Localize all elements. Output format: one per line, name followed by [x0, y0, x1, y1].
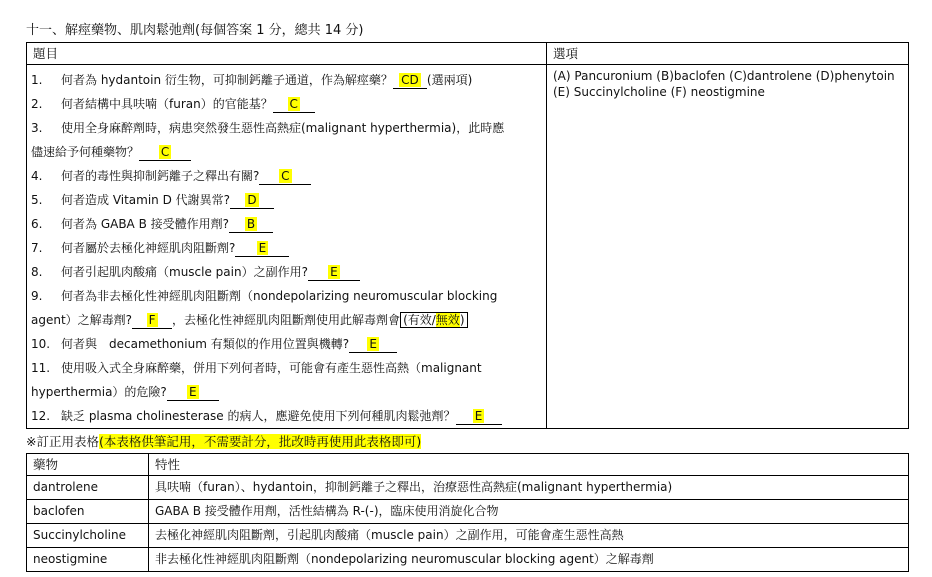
answer-blank-3: C — [139, 144, 191, 161]
answer-blank-6: B — [229, 216, 273, 233]
answer-blank-11: E — [167, 384, 219, 401]
question-6: 6. 何者為 GABA B 接受體作用劑? B — [31, 212, 542, 236]
question-11-cont: hyperthermia）的危險? E — [31, 380, 542, 404]
options-line-1: (A) Pancuronium (B)baclofen (C)dantrolene (D)phenytoin — [553, 69, 895, 83]
answer-blank-4: C — [259, 168, 311, 185]
answer-blank-8: E — [308, 264, 360, 281]
question-1: 1. 何者為 hydantoin 衍生物，可抑制鈣離子通道，作為解痙藥？ CD (選兩項) — [31, 73, 473, 87]
correction-table-header — [27, 454, 909, 476]
answer-blank-9: F — [132, 312, 172, 329]
question-8: 8. 何者引起肌肉酸痛（muscle pain）之副作用? E — [31, 260, 542, 284]
question-3-cont: 儘速給予何種藥物？ C — [31, 140, 542, 164]
drug-name: baclofen — [27, 500, 149, 524]
question-10: 10. 何者與 decamethonium 有類似的作用位置與機轉? E — [31, 332, 542, 356]
question-9-cont: agent）之解毒劑? F ，去極化性神經肌肉阻斷劑使用此解毒劑會 (有效/無效) — [31, 308, 542, 332]
header-drug: 藥物 — [27, 454, 149, 476]
question-table-header — [27, 43, 909, 65]
drug-name: neostigmine — [27, 548, 149, 572]
options-line-2: (E) Succinylcholine (F) neostigmine — [553, 85, 765, 99]
answer-blank-10: E — [349, 336, 397, 353]
drug-name: dantrolene — [27, 476, 149, 500]
answer-blank-1: CD — [393, 72, 427, 89]
correction-note: ※訂正用表格(本表格供筆記用，不需要計分，批改時再使用此表格即可) — [26, 434, 422, 449]
table-row — [27, 500, 909, 524]
table-row — [27, 524, 909, 548]
section-title: 十一、解痙藥物、肌肉鬆弛劑(每個答案 1 分，總共 14 分) — [26, 23, 364, 38]
answer-blank-2: C — [273, 96, 315, 113]
correction-table — [26, 453, 909, 572]
answer-blank-7: E — [235, 240, 289, 257]
question-7: 7. 何者屬於去極化神經肌肉阻斷劑? E — [31, 236, 542, 260]
drug-name: Succinylcholine — [27, 524, 149, 548]
drug-property: GABA B 接受體作用劑，活性結構為 R-(-)，臨床使用消旋化合物 — [149, 500, 909, 524]
question-3: 3. 使用全身麻醉劑時，病患突然發生惡性高熱症(malignant hyperthermia)，此時應 — [31, 121, 505, 135]
header-question: 題目 — [27, 43, 547, 65]
table-row — [27, 548, 909, 572]
answer-blank-12: E — [456, 408, 502, 425]
question-2: 2. 何者結構中具呋喃（furan）的官能基？ C — [31, 92, 542, 116]
question-11: 11. 使用吸入式全身麻醉藥，併用下列何者時，可能會有產生惡性高熱（malignant — [31, 361, 482, 375]
effect-choice-box: (有效/無效) — [400, 312, 467, 328]
question-4: 4. 何者的毒性與抑制鈣離子之釋出有關? C — [31, 164, 542, 188]
table-row — [27, 476, 909, 500]
header-property: 特性 — [149, 454, 909, 476]
drug-property: 非去極化性神經肌肉阻斷劑（nondepolarizing neuromuscular blocking agent）之解毒劑 — [149, 548, 909, 572]
question-12: 12. 缺乏 plasma cholinesterase 的病人，應避免使用下列何種肌肉鬆弛劑？ E — [31, 404, 542, 428]
question-table — [26, 42, 909, 429]
question-9: 9. 何者為非去極化性神經肌肉阻斷劑（nondepolarizing neuromuscular blocking — [31, 289, 498, 303]
drug-property: 去極化神經肌肉阻斷劑，引起肌肉酸痛（muscle pain）之副作用，可能會產生惡性高熱 — [149, 524, 909, 548]
worksheet-page — [26, 20, 910, 572]
header-options: 選項 — [547, 43, 909, 65]
options-cell — [547, 65, 909, 429]
answer-blank-5: D — [230, 192, 274, 209]
question-5: 5. 何者造成 Vitamin D 代謝異常? D — [31, 188, 542, 212]
questions-cell — [27, 65, 547, 429]
drug-property: 具呋喃（furan）、hydantoin，抑制鈣離子之釋出，治療惡性高熱症(malignant hyperthermia) — [149, 476, 909, 500]
